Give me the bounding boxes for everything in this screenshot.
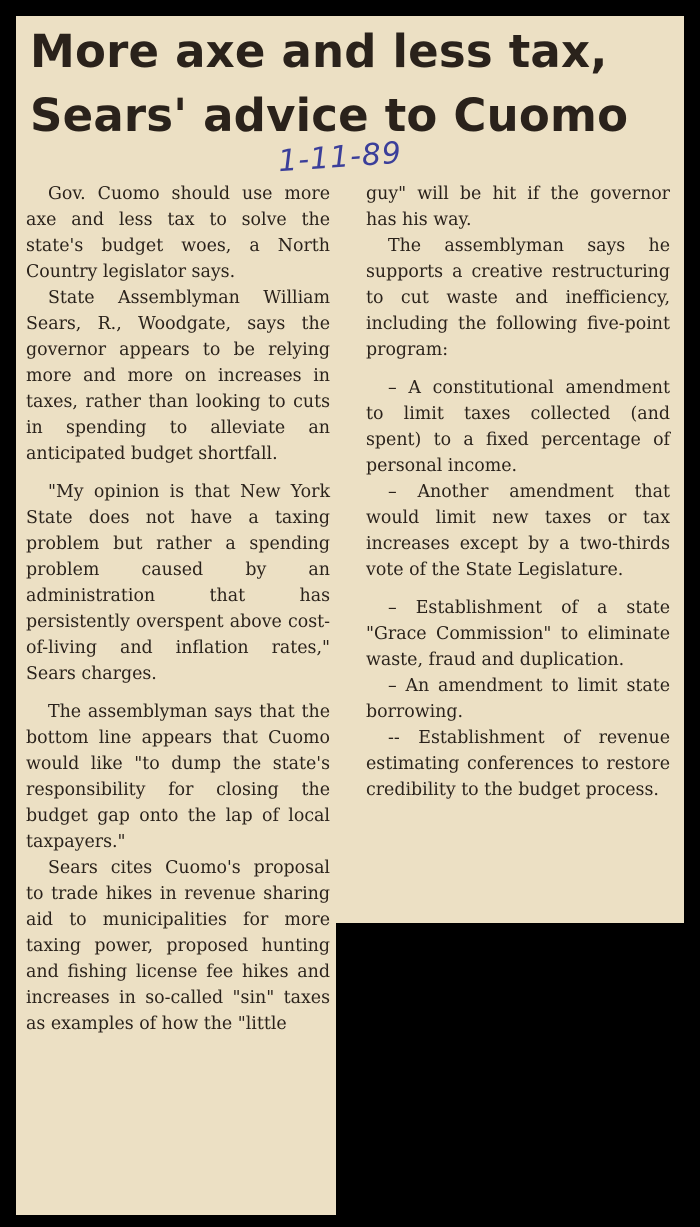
headline: More axe and less tax, Sears' advice to Cuomo bbox=[30, 25, 629, 142]
paragraph: – A constitutional amendment to limit taxes collected (and spent) to a fixed percentage of personal income. bbox=[366, 378, 670, 476]
handwritten-date: 1-11-89 bbox=[276, 135, 404, 180]
paragraph: "My opinion is that New York State does not have a taxing problem but rather a spending problem caused by an administration that has persistently overspent above cost-of-living and inflation rates," Sears charges. bbox=[26, 482, 330, 684]
paragraph: Sears cites Cuomo's proposal to trade hikes in revenue sharing aid to municipalities for more taxing power, proposed hunting and fishing license fee hikes and increases in so-called "sin" taxes as examples of how the "little bbox=[26, 858, 330, 1034]
paragraph: State Assemblyman William Sears, R., Woodgate, says the governor appears to be relying more and more on increases in taxes, rather than looking to cuts in spending to alleviate an anticipated budget shortfall. bbox=[26, 288, 330, 464]
paragraph: The assemblyman says that the bottom line appears that Cuomo would like "to dump the state's responsibility for closing the budget gap onto the lap of local taxpayers." bbox=[26, 702, 330, 852]
right-column bbox=[366, 181, 670, 803]
paragraph: guy" will be hit if the governor has his way. bbox=[366, 184, 670, 230]
paragraph: Gov. Cuomo should use more axe and less tax to solve the state's budget woes, a North Country legislator says. bbox=[26, 184, 330, 282]
paragraph: – An amendment to limit state borrowing. bbox=[366, 676, 670, 722]
paragraph: The assemblyman says he supports a creative restructuring to cut waste and inefficiency, including the following five-point program: bbox=[366, 236, 670, 360]
paragraph: -- Establishment of revenue estimating conferences to restore credibility to the budget process. bbox=[366, 728, 670, 800]
paragraph: – Establishment of a state "Grace Commission" to eliminate waste, fraud and duplication. bbox=[366, 598, 670, 670]
left-column bbox=[26, 181, 330, 1037]
paragraph: – Another amendment that would limit new taxes or tax increases except by a two-thirds vote of the State Legislature. bbox=[366, 482, 670, 580]
